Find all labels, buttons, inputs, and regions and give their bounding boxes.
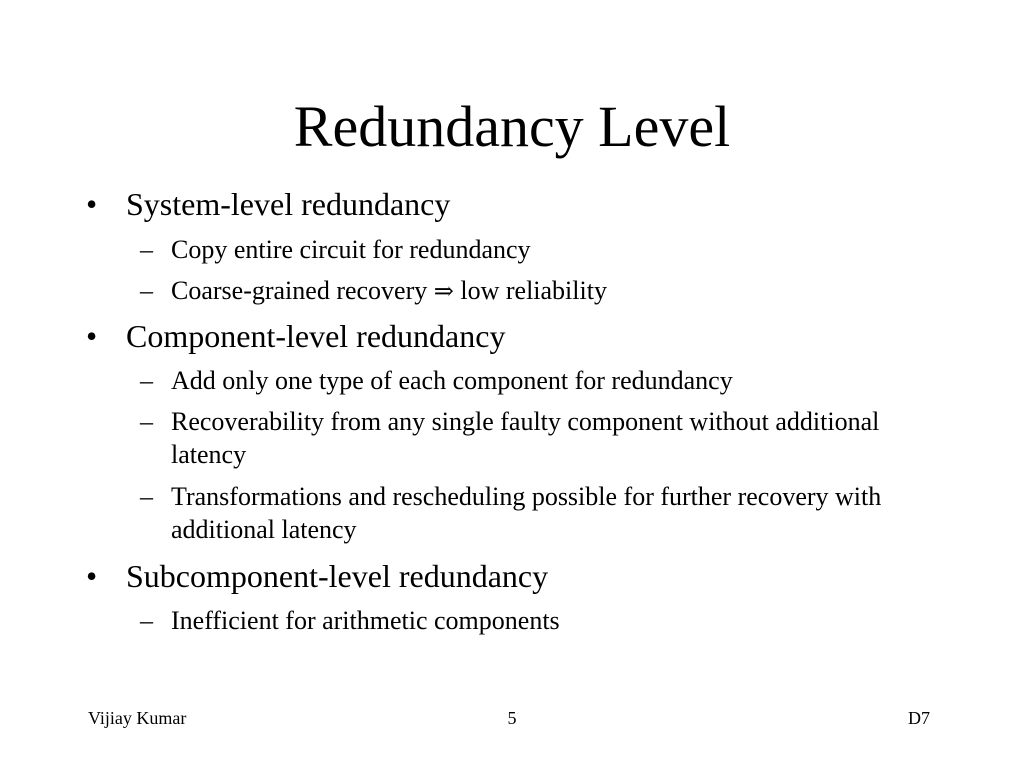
subpoint-text-after: low reliability	[453, 276, 607, 305]
sub-marker: –	[140, 407, 153, 436]
bullet-marker: •	[86, 558, 98, 594]
sub-marker: –	[140, 366, 153, 395]
subpoint-text	[171, 274, 911, 308]
sub-marker: –	[140, 482, 153, 511]
implies-arrow-icon: ⇒	[433, 277, 454, 305]
bullet-marker: •	[86, 186, 98, 222]
subpoint-text-before: Coarse-grained recovery	[171, 276, 434, 305]
bullet-marker: •	[86, 318, 98, 354]
subpoint-text: Recoverability from any single faulty component without additional latency	[171, 407, 880, 469]
slide-title: Redundancy Level	[293, 94, 731, 159]
bullet-text: System-level redundancy	[126, 186, 451, 222]
footer-page-number: 5	[507, 708, 517, 728]
sub-marker: –	[140, 276, 153, 305]
sub-marker: –	[140, 606, 153, 635]
subpoint-text: Copy entire circuit for redundancy	[171, 235, 531, 264]
subpoint-text: Transformations and rescheduling possible for further recovery with additional latency	[171, 482, 882, 544]
footer-author: Vijiay Kumar	[88, 708, 187, 728]
bullet-text: Subcomponent-level redundancy	[126, 558, 549, 594]
subpoint-text: Inefficient for arithmetic components	[171, 606, 560, 635]
subpoint-text: Add only one type of each component for redundancy	[171, 366, 733, 395]
sub-marker: –	[140, 235, 153, 264]
bullet-text: Component-level redundancy	[126, 318, 506, 354]
footer-code: D7	[908, 708, 930, 728]
